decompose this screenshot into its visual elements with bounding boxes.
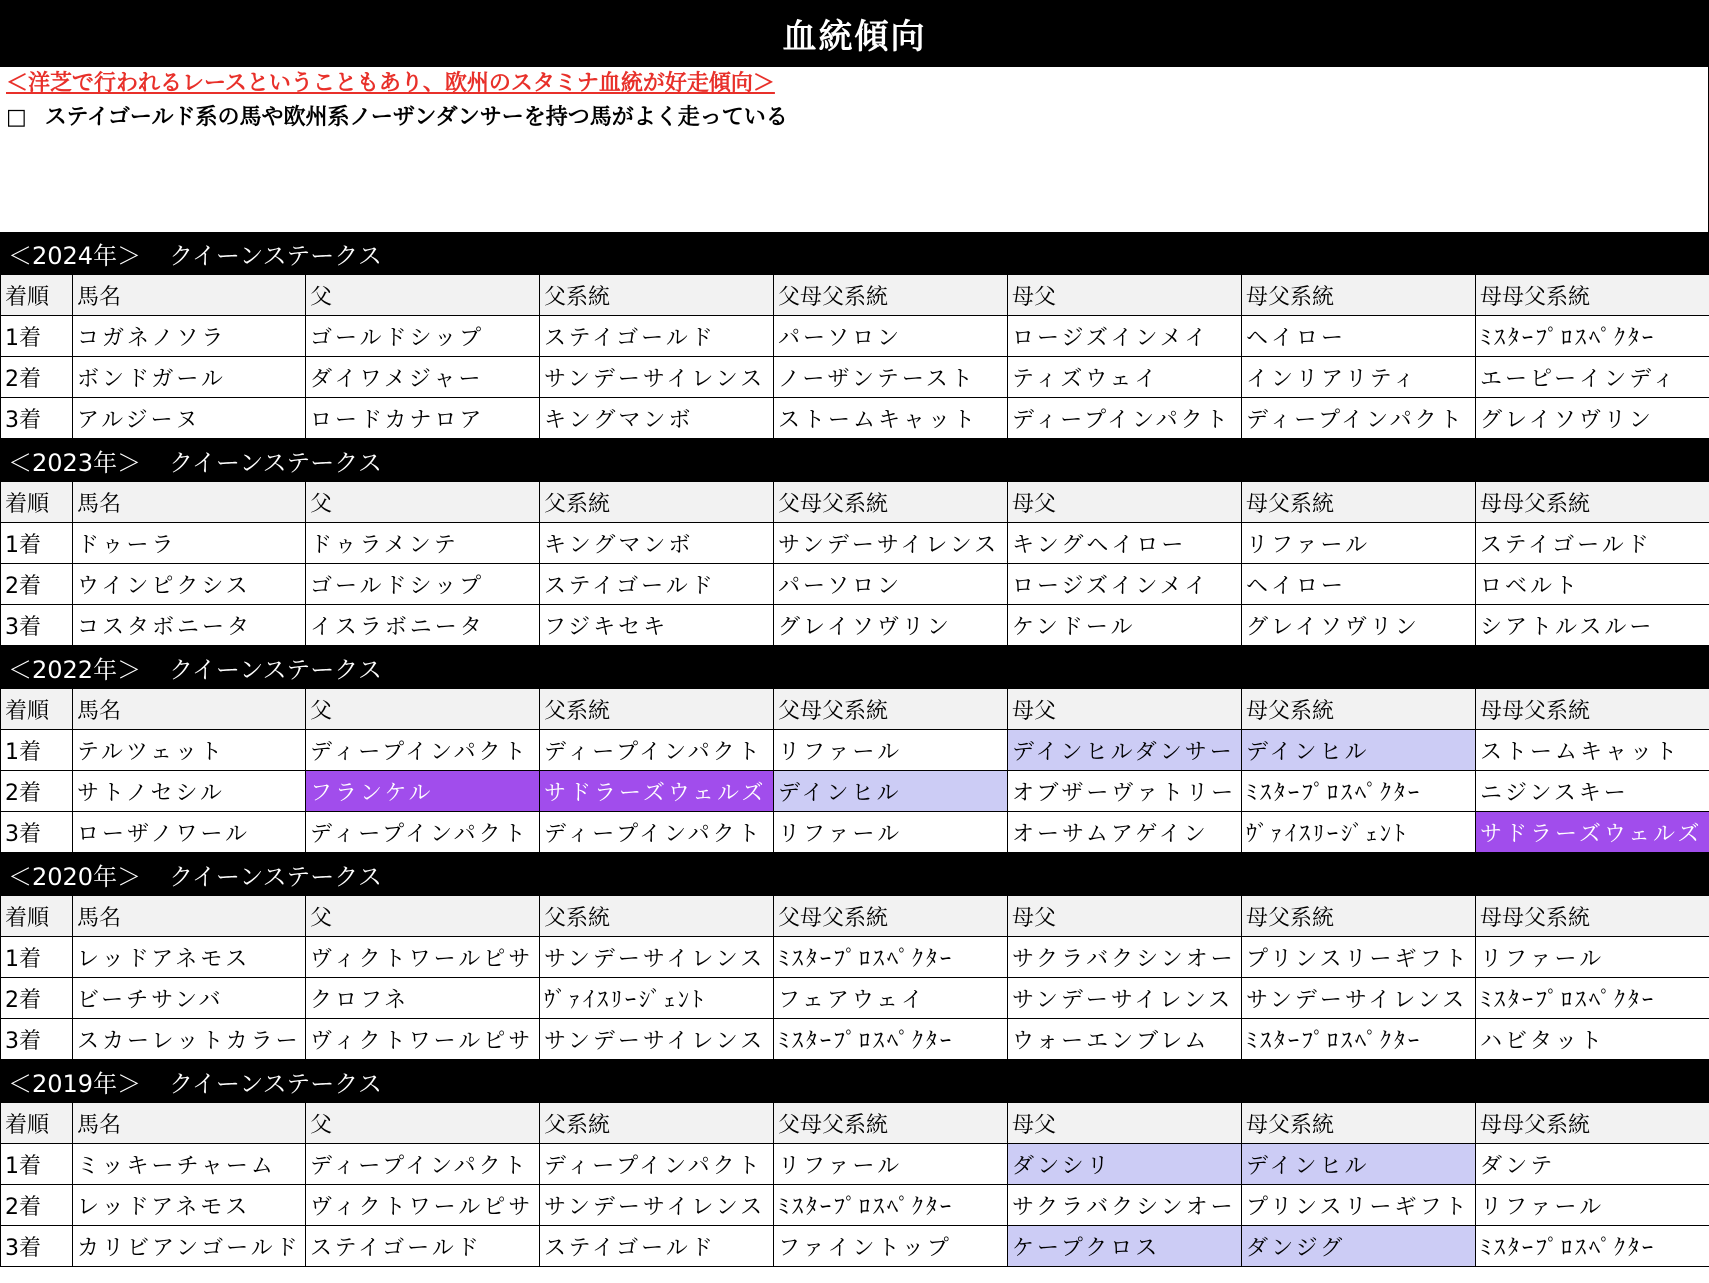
cell-dam-sire-line: ヘイロー xyxy=(1242,316,1476,357)
cell-sire-dam-sire-line: サンデーサイレンス xyxy=(774,523,1008,564)
cell-rank: 2着 xyxy=(1,357,73,398)
column-header-rank: 着順 xyxy=(1,896,73,937)
cell-rank: 3着 xyxy=(1,605,73,646)
cell-dam-sire-line: リファール xyxy=(1242,523,1476,564)
results-table xyxy=(0,688,1709,853)
cell-sire-dam-sire-line: ﾐｽﾀｰﾌﾟﾛｽﾍﾟｸﾀｰ xyxy=(774,1019,1008,1060)
cell-sire-dam-sire-line: ストームキャット xyxy=(774,398,1008,439)
column-header-sire: 父 xyxy=(306,482,540,523)
cell-dam-sire-line: デインヒル xyxy=(1242,730,1476,771)
cell-sire: ゴールドシップ xyxy=(306,564,540,605)
table-row xyxy=(1,771,1709,812)
trend-note xyxy=(0,67,1709,232)
column-header-dam-sire-line: 母父系統 xyxy=(1242,482,1476,523)
results-table xyxy=(0,274,1709,439)
cell-horse-name: アルジーヌ xyxy=(73,398,306,439)
cell-rank: 3着 xyxy=(1,1226,73,1267)
cell-horse-name: コスタボニータ xyxy=(73,605,306,646)
table-row xyxy=(1,605,1709,646)
race-header xyxy=(0,232,1709,274)
cell-sire-dam-sire-line: パーソロン xyxy=(774,316,1008,357)
trend-point-text: ステイゴールド系の馬や欧州系ノーザンダンサーを持つ馬がよく走っている xyxy=(44,105,788,130)
cell-dam-dam-sire-line: グレイソヴリン xyxy=(1476,398,1709,439)
cell-horse-name: ミッキーチャーム xyxy=(73,1144,306,1185)
cell-sire: ディープインパクト xyxy=(306,812,540,853)
cell-horse-name: ボンドガール xyxy=(73,357,306,398)
cell-dam-sire: サクラバクシンオー xyxy=(1008,937,1242,978)
cell-dam-sire-line: ヘイロー xyxy=(1242,564,1476,605)
cell-dam-sire: ケンドール xyxy=(1008,605,1242,646)
cell-dam-sire: ロージズインメイ xyxy=(1008,564,1242,605)
race-name: クイーンステークス xyxy=(169,862,382,891)
column-header-sire-line: 父系統 xyxy=(540,275,774,316)
cell-dam-sire-line: ディープインパクト xyxy=(1242,398,1476,439)
column-header-dam-dam-sire-line: 母母父系統 xyxy=(1476,896,1709,937)
cell-sire-line: フジキセキ xyxy=(540,605,774,646)
cell-horse-name: テルツェット xyxy=(73,730,306,771)
cell-rank: 3着 xyxy=(1,398,73,439)
cell-sire: ステイゴールド xyxy=(306,1226,540,1267)
cell-horse-name: レッドアネモス xyxy=(73,1185,306,1226)
cell-sire-line: ステイゴールド xyxy=(540,564,774,605)
cell-sire-dam-sire-line: ノーザンテースト xyxy=(774,357,1008,398)
column-header-dam-sire: 母父 xyxy=(1008,689,1242,730)
cell-horse-name: サトノセシル xyxy=(73,771,306,812)
cell-dam-sire: デインヒルダンサー xyxy=(1008,730,1242,771)
column-header-dam-sire: 母父 xyxy=(1008,275,1242,316)
cell-horse-name: ローザノワール xyxy=(73,812,306,853)
column-header-sire: 父 xyxy=(306,896,540,937)
column-header-sire-line: 父系統 xyxy=(540,482,774,523)
column-header-dam-dam-sire-line: 母母父系統 xyxy=(1476,482,1709,523)
cell-sire: ゴールドシップ xyxy=(306,316,540,357)
race-year: ＜2024年＞ xyxy=(8,241,142,270)
race-name: クイーンステークス xyxy=(169,448,382,477)
cell-dam-sire: ロージズインメイ xyxy=(1008,316,1242,357)
table-row xyxy=(1,1185,1709,1226)
race-name: クイーンステークス xyxy=(169,655,382,684)
cell-dam-sire-line: ﾐｽﾀｰﾌﾟﾛｽﾍﾟｸﾀｰ xyxy=(1242,771,1476,812)
cell-dam-sire: ダンシリ xyxy=(1008,1144,1242,1185)
cell-sire-line: キングマンボ xyxy=(540,398,774,439)
cell-horse-name: スカーレットカラー xyxy=(73,1019,306,1060)
column-header-sire: 父 xyxy=(306,1103,540,1144)
column-header-sire-dam-sire-line: 父母父系統 xyxy=(774,689,1008,730)
cell-dam-sire: ティズウェイ xyxy=(1008,357,1242,398)
table-header-row xyxy=(1,482,1709,523)
column-header-sire-line: 父系統 xyxy=(540,689,774,730)
cell-sire-line: サンデーサイレンス xyxy=(540,1185,774,1226)
page-title: 血統傾向 xyxy=(0,0,1709,67)
column-header-sire: 父 xyxy=(306,689,540,730)
cell-sire: ヴィクトワールピサ xyxy=(306,937,540,978)
column-header-dam-sire: 母父 xyxy=(1008,482,1242,523)
table-header-row xyxy=(1,896,1709,937)
cell-sire-line: ステイゴールド xyxy=(540,316,774,357)
cell-sire-dam-sire-line: ﾐｽﾀｰﾌﾟﾛｽﾍﾟｸﾀｰ xyxy=(774,1185,1008,1226)
cell-sire-dam-sire-line: デインヒル xyxy=(774,771,1008,812)
cell-dam-sire-line: プリンスリーギフト xyxy=(1242,1185,1476,1226)
cell-sire: ディープインパクト xyxy=(306,730,540,771)
race-header xyxy=(0,646,1709,688)
cell-sire-line: ディープインパクト xyxy=(540,1144,774,1185)
cell-dam-sire-line: プリンスリーギフト xyxy=(1242,937,1476,978)
cell-dam-sire-line: ダンジグ xyxy=(1242,1226,1476,1267)
cell-rank: 2着 xyxy=(1,978,73,1019)
cell-sire-dam-sire-line: グレイソヴリン xyxy=(774,605,1008,646)
cell-rank: 1着 xyxy=(1,523,73,564)
cell-sire: ロードカナロア xyxy=(306,398,540,439)
table-row xyxy=(1,523,1709,564)
cell-sire-dam-sire-line: パーソロン xyxy=(774,564,1008,605)
cell-horse-name: ドゥーラ xyxy=(73,523,306,564)
cell-dam-sire-line: デインヒル xyxy=(1242,1144,1476,1185)
race-header xyxy=(0,1060,1709,1102)
race-name: クイーンステークス xyxy=(169,1069,382,1098)
cell-dam-sire: サンデーサイレンス xyxy=(1008,978,1242,1019)
cell-sire-line: ディープインパクト xyxy=(540,812,774,853)
cell-sire-dam-sire-line: フェアウェイ xyxy=(774,978,1008,1019)
cell-sire-dam-sire-line: リファール xyxy=(774,1144,1008,1185)
cell-dam-sire: サクラバクシンオー xyxy=(1008,1185,1242,1226)
cell-dam-dam-sire-line: ストームキャット xyxy=(1476,730,1709,771)
cell-rank: 2着 xyxy=(1,564,73,605)
column-header-dam-sire-line: 母父系統 xyxy=(1242,689,1476,730)
cell-sire: ドゥラメンテ xyxy=(306,523,540,564)
race-results xyxy=(0,232,1709,1267)
cell-horse-name: ビーチサンバ xyxy=(73,978,306,1019)
trend-headline: ＜洋芝で行われるレースということもあり、欧州のスタミナ血統が好走傾向＞ xyxy=(6,71,775,96)
column-header-horse-name: 馬名 xyxy=(73,482,306,523)
column-header-sire-dam-sire-line: 父母父系統 xyxy=(774,482,1008,523)
cell-sire-line: ｳﾞｧｲｽﾘｰｼﾞｪﾝﾄ xyxy=(540,978,774,1019)
cell-sire-dam-sire-line: リファール xyxy=(774,730,1008,771)
table-header-row xyxy=(1,1103,1709,1144)
cell-sire-dam-sire-line: リファール xyxy=(774,812,1008,853)
table-row xyxy=(1,1144,1709,1185)
cell-rank: 3着 xyxy=(1,1019,73,1060)
column-header-horse-name: 馬名 xyxy=(73,689,306,730)
table-row xyxy=(1,730,1709,771)
cell-dam-dam-sire-line: ﾐｽﾀｰﾌﾟﾛｽﾍﾟｸﾀｰ xyxy=(1476,316,1709,357)
column-header-rank: 着順 xyxy=(1,275,73,316)
cell-sire: イスラボニータ xyxy=(306,605,540,646)
column-header-rank: 着順 xyxy=(1,482,73,523)
results-table xyxy=(0,895,1709,1060)
results-table xyxy=(0,1102,1709,1267)
cell-dam-sire-line: インリアリティ xyxy=(1242,357,1476,398)
cell-dam-dam-sire-line: ロベルト xyxy=(1476,564,1709,605)
cell-rank: 3着 xyxy=(1,812,73,853)
column-header-sire-dam-sire-line: 父母父系統 xyxy=(774,275,1008,316)
column-header-dam-sire: 母父 xyxy=(1008,1103,1242,1144)
column-header-dam-dam-sire-line: 母母父系統 xyxy=(1476,275,1709,316)
cell-rank: 1着 xyxy=(1,1144,73,1185)
cell-dam-sire: ウォーエンブレム xyxy=(1008,1019,1242,1060)
cell-dam-sire: オーサムアゲイン xyxy=(1008,812,1242,853)
cell-sire-dam-sire-line: ﾐｽﾀｰﾌﾟﾛｽﾍﾟｸﾀｰ xyxy=(774,937,1008,978)
column-header-sire-line: 父系統 xyxy=(540,1103,774,1144)
cell-sire: ダイワメジャー xyxy=(306,357,540,398)
cell-horse-name: カリビアンゴールド xyxy=(73,1226,306,1267)
results-table xyxy=(0,481,1709,646)
column-header-sire-dam-sire-line: 父母父系統 xyxy=(774,896,1008,937)
cell-rank: 1着 xyxy=(1,730,73,771)
cell-dam-sire-line: ｳﾞｧｲｽﾘｰｼﾞｪﾝﾄ xyxy=(1242,812,1476,853)
cell-dam-dam-sire-line: ニジンスキー xyxy=(1476,771,1709,812)
cell-dam-sire-line: ﾐｽﾀｰﾌﾟﾛｽﾍﾟｸﾀｰ xyxy=(1242,1019,1476,1060)
column-header-horse-name: 馬名 xyxy=(73,896,306,937)
cell-sire-line: キングマンボ xyxy=(540,523,774,564)
table-row xyxy=(1,1019,1709,1060)
cell-sire: ディープインパクト xyxy=(306,1144,540,1185)
cell-dam-dam-sire-line: エーピーインディ xyxy=(1476,357,1709,398)
cell-horse-name: ウインピクシス xyxy=(73,564,306,605)
table-row xyxy=(1,398,1709,439)
column-header-sire-dam-sire-line: 父母父系統 xyxy=(774,1103,1008,1144)
cell-dam-dam-sire-line: リファール xyxy=(1476,937,1709,978)
cell-rank: 1着 xyxy=(1,316,73,357)
cell-dam-dam-sire-line: ﾐｽﾀｰﾌﾟﾛｽﾍﾟｸﾀｰ xyxy=(1476,978,1709,1019)
race-year: ＜2022年＞ xyxy=(8,655,142,684)
table-row xyxy=(1,1226,1709,1267)
race-header xyxy=(0,439,1709,481)
cell-dam-sire: キングヘイロー xyxy=(1008,523,1242,564)
cell-sire-line: サンデーサイレンス xyxy=(540,937,774,978)
cell-sire-line: サンデーサイレンス xyxy=(540,1019,774,1060)
checkbox-icon: □ xyxy=(6,105,27,130)
race-year: ＜2020年＞ xyxy=(8,862,142,891)
table-row xyxy=(1,357,1709,398)
cell-dam-dam-sire-line: ダンテ xyxy=(1476,1144,1709,1185)
column-header-dam-sire-line: 母父系統 xyxy=(1242,1103,1476,1144)
cell-sire-line: ステイゴールド xyxy=(540,1226,774,1267)
race-year: ＜2023年＞ xyxy=(8,448,142,477)
cell-sire-line: サドラーズウェルズ xyxy=(540,771,774,812)
cell-dam-dam-sire-line: ﾐｽﾀｰﾌﾟﾛｽﾍﾟｸﾀｰ xyxy=(1476,1226,1709,1267)
cell-sire: クロフネ xyxy=(306,978,540,1019)
column-header-horse-name: 馬名 xyxy=(73,1103,306,1144)
cell-horse-name: レッドアネモス xyxy=(73,937,306,978)
cell-dam-sire: ケープクロス xyxy=(1008,1226,1242,1267)
table-row xyxy=(1,564,1709,605)
column-header-dam-dam-sire-line: 母母父系統 xyxy=(1476,689,1709,730)
cell-dam-sire-line: グレイソヴリン xyxy=(1242,605,1476,646)
table-header-row xyxy=(1,689,1709,730)
cell-dam-sire: オブザーヴァトリー xyxy=(1008,771,1242,812)
column-header-rank: 着順 xyxy=(1,689,73,730)
table-row xyxy=(1,316,1709,357)
cell-sire-dam-sire-line: ファイントップ xyxy=(774,1226,1008,1267)
cell-dam-dam-sire-line: ステイゴールド xyxy=(1476,523,1709,564)
column-header-sire-line: 父系統 xyxy=(540,896,774,937)
table-row xyxy=(1,978,1709,1019)
trend-point xyxy=(6,101,1702,135)
column-header-sire: 父 xyxy=(306,275,540,316)
cell-dam-sire-line: サンデーサイレンス xyxy=(1242,978,1476,1019)
cell-dam-dam-sire-line: シアトルスルー xyxy=(1476,605,1709,646)
cell-sire: フランケル xyxy=(306,771,540,812)
column-header-dam-sire: 母父 xyxy=(1008,896,1242,937)
cell-dam-dam-sire-line: ハビタット xyxy=(1476,1019,1709,1060)
cell-sire-line: ディープインパクト xyxy=(540,730,774,771)
cell-horse-name: コガネノソラ xyxy=(73,316,306,357)
cell-rank: 2着 xyxy=(1,1185,73,1226)
table-row xyxy=(1,937,1709,978)
column-header-dam-dam-sire-line: 母母父系統 xyxy=(1476,1103,1709,1144)
cell-sire-line: サンデーサイレンス xyxy=(540,357,774,398)
cell-sire: ヴィクトワールピサ xyxy=(306,1185,540,1226)
cell-rank: 1着 xyxy=(1,937,73,978)
column-header-dam-sire-line: 母父系統 xyxy=(1242,896,1476,937)
race-year: ＜2019年＞ xyxy=(8,1069,142,1098)
cell-dam-sire: ディープインパクト xyxy=(1008,398,1242,439)
table-header-row xyxy=(1,275,1709,316)
cell-sire: ヴィクトワールピサ xyxy=(306,1019,540,1060)
cell-dam-dam-sire-line: サドラーズウェルズ xyxy=(1476,812,1709,853)
race-name: クイーンステークス xyxy=(169,241,382,270)
column-header-horse-name: 馬名 xyxy=(73,275,306,316)
cell-rank: 2着 xyxy=(1,771,73,812)
column-header-dam-sire-line: 母父系統 xyxy=(1242,275,1476,316)
column-header-rank: 着順 xyxy=(1,1103,73,1144)
race-header xyxy=(0,853,1709,895)
table-row xyxy=(1,812,1709,853)
cell-dam-dam-sire-line: リファール xyxy=(1476,1185,1709,1226)
